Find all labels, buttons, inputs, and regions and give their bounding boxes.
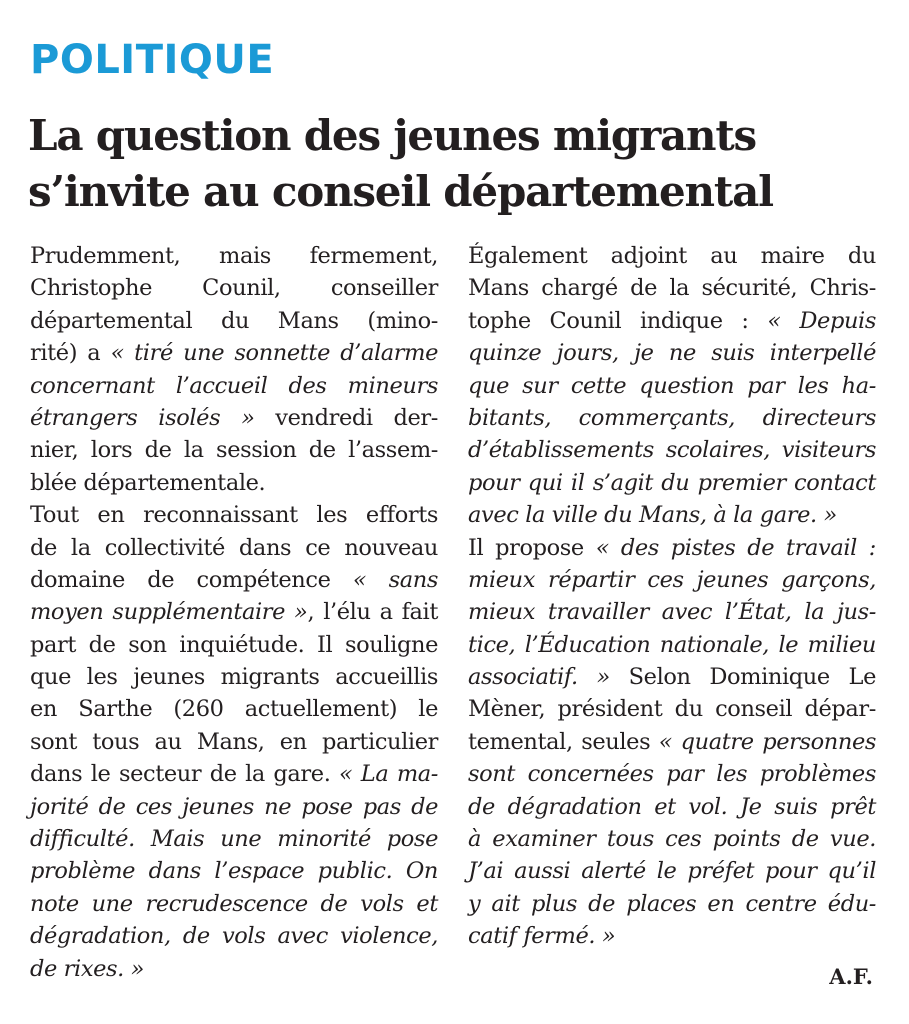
quote-text: moyen supplémentaire » [30, 599, 308, 626]
text-line: tophe Counil indique : « Depuis [468, 307, 876, 334]
author-signature: A.F. [829, 964, 873, 989]
text-line: Prudemment, mais fermement, [30, 243, 438, 269]
text-line [30, 920, 438, 952]
quote-text: quinze jours, je ne suis interpellé [468, 340, 876, 367]
quote-text: J’ai aussi alerté le préfet pour qu’il [468, 858, 876, 885]
quote-text: tice, l’Éducation nationale, le milieu [468, 631, 876, 658]
article-column-right [468, 240, 876, 953]
text-line [468, 434, 876, 466]
text-line [468, 467, 876, 499]
text-line: de la collectivité dans ce nouveau [30, 534, 438, 561]
quote-text: mieux répartir ces jeunes garçons, [468, 566, 876, 593]
quote-text: mieux travailler avec l’État, la jus- [468, 599, 876, 626]
article-column-left [30, 240, 438, 985]
quote-text: bitants, commerçants, directeurs [468, 404, 876, 431]
text-line: que les jeunes migrants accueillis [30, 664, 438, 691]
text-line [30, 370, 438, 402]
headline-line: s’invite au conseil départemental [28, 167, 773, 216]
text-line [468, 920, 876, 952]
text-line: part de son inquiétude. Il souligne [30, 631, 438, 658]
text-line [468, 402, 876, 434]
quote-text: d’établissements scolaires, visiteurs [468, 437, 876, 464]
quote-text: note une recrudescence de vols et [30, 890, 438, 917]
quote-text: y ait plus de places en centre édu- [468, 890, 876, 917]
quote-text: « Depuis [767, 307, 876, 334]
paragraph [30, 240, 438, 499]
quote-text: de rixes. » [30, 955, 145, 982]
quote-text: concernant l’accueil des mineurs [30, 372, 438, 399]
text-line [468, 823, 876, 855]
text-line: Également adjoint au maire du [468, 243, 876, 269]
quote-text: difficulté. Mais une minorité pose [30, 826, 438, 853]
quote-text: à examiner tous ces points de vue. [468, 826, 876, 853]
text-line [30, 823, 438, 855]
text-line: blée départementale. [30, 469, 266, 496]
text-line: Tout en reconnaissant les efforts [30, 502, 438, 529]
quote-text: dégradation, de vols avec violence, [30, 923, 438, 950]
headline-line: La question des jeunes migrants [28, 111, 756, 160]
text-line [30, 855, 438, 887]
section-label: POLITIQUE [30, 37, 275, 83]
text-line: associatif. » Selon Dominique Le [468, 664, 876, 691]
text-line [468, 888, 876, 920]
quote-text: « sans [352, 566, 438, 593]
text-line [468, 758, 876, 790]
text-line: départemental du Mans (mino- [30, 307, 438, 334]
quote-text: problème dans l’espace public. On [30, 858, 438, 885]
text-line [30, 888, 438, 920]
text-line: étrangers isolés » vendredi der- [30, 404, 438, 431]
text-line [468, 499, 876, 531]
quote-text: que sur cette question par les ha- [468, 372, 876, 399]
text-line: rité) a « tiré une sonnette d’alarme [30, 340, 439, 367]
headline [28, 108, 888, 220]
quote-text: « des pistes de travail : [595, 534, 876, 561]
text-line: domaine de compétence « sans [30, 566, 438, 593]
text-line [468, 596, 876, 628]
text-line [468, 564, 876, 596]
text-line: moyen supplémentaire », l’élu a fait [30, 599, 438, 626]
text-line [468, 855, 876, 887]
text-line [468, 370, 876, 402]
quote-text: jorité de ces jeunes ne pose pas de [30, 793, 438, 820]
text-line [30, 791, 438, 823]
text-line [30, 953, 438, 985]
text-line: dans le secteur de la gare. « La ma- [30, 761, 438, 788]
quote-text: étrangers isolés » [30, 404, 255, 431]
quote-text: catif fermé. » [468, 923, 616, 950]
text-line: Mans chargé de la sécurité, Chris- [468, 275, 876, 302]
text-line: sont tous au Mans, en particulier [30, 728, 438, 755]
quote-text: « La ma- [338, 761, 438, 788]
text-line: Christophe Counil, conseiller [30, 275, 438, 302]
quote-text: « tiré une sonnette d’alarme [110, 340, 439, 367]
quote-text: « quatre personnes [658, 728, 877, 755]
text-line: nier, lors de la session de l’assem- [30, 437, 438, 464]
quote-text: sont concernées par les problèmes [468, 761, 876, 788]
text-line [468, 791, 876, 823]
text-line [468, 629, 876, 661]
quote-text: avec la ville du Mans, à la gare. » [468, 502, 837, 529]
paragraph [30, 499, 438, 985]
text-line: Il propose « des pistes de travail : [468, 534, 876, 561]
paragraph [468, 240, 876, 532]
text-line: en Sarthe (260 actuellement) le [30, 696, 438, 723]
quote-text: pour qui il s’agit du premier contact [468, 469, 876, 496]
text-line: temental, seules « quatre personnes [468, 728, 877, 755]
text-line: Mèner, président du conseil dépar- [468, 696, 876, 723]
paragraph [468, 532, 876, 953]
quote-text: de dégradation et vol. Je suis prêt [468, 793, 876, 820]
text-line [468, 337, 876, 369]
quote-text: associatif. » [468, 664, 610, 691]
